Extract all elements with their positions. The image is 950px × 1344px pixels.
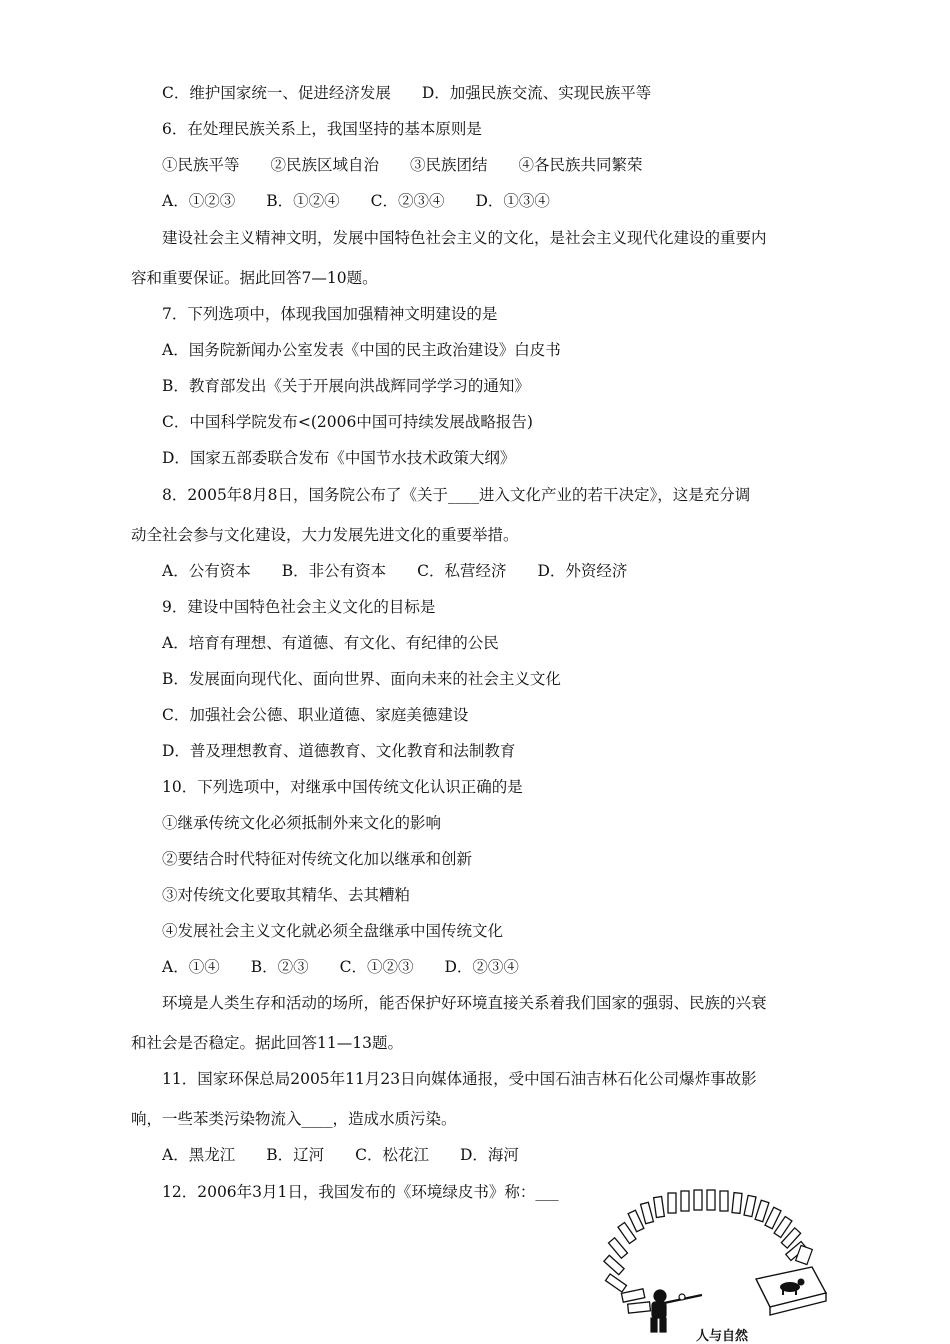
q8-stem-line2: 动全社会参与文化建设，大力发展先进文化的重要举措。 bbox=[131, 526, 519, 544]
intro-7-10-line1: 建设社会主义精神文明，发展中国特色社会主义的文化，是社会主义现代化建设的重要内 bbox=[162, 229, 767, 247]
q11-stem-line1: 11．国家环保总局2005年11月23日向媒体通报，受中国石油吉林石化公司爆炸事故影 bbox=[162, 1070, 757, 1088]
q10-item-4: ④发展社会主义文化就必须全盘继承中国传统文化 bbox=[162, 922, 504, 940]
cartoon-illustration bbox=[598, 1183, 833, 1344]
q8-options: A．公有资本 B．非公有资本 C．私营经济 D．外资经济 bbox=[162, 562, 628, 580]
intro-7-10-line2: 容和重要保证。据此回答7—10题。 bbox=[131, 269, 378, 287]
q6-items: ①民族平等 ②民族区域自治 ③民族团结 ④各民族共同繁荣 bbox=[162, 156, 643, 174]
q6-stem: 6．在处理民族关系上，我国坚持的基本原则是 bbox=[162, 120, 482, 138]
intro-11-13-line2: 和社会是否稳定。据此回答11—13题。 bbox=[131, 1034, 403, 1052]
q10-item-2: ②要结合时代特征对传统文化加以继承和创新 bbox=[162, 850, 473, 868]
q7-option-d: D．国家五部委联合发布《中国节水技术政策大纲》 bbox=[162, 449, 516, 467]
q9-stem: 9．建设中国特色社会主义文化的目标是 bbox=[162, 598, 436, 616]
q11-options: A．黑龙江 B．辽河 C．松花江 D．海河 bbox=[162, 1146, 519, 1164]
q9-option-b: B．发展面向现代化、面向世界、面向未来的社会主义文化 bbox=[162, 670, 561, 688]
domino-ring-drawing bbox=[598, 1183, 833, 1344]
q10-options: A．①④ B．②③ C．①②③ D．②③④ bbox=[162, 958, 519, 976]
q8-stem-line1: 8．2005年8月8日，国务院公布了《关于____进入文化产业的若干决定》，这是充分调 bbox=[162, 486, 751, 504]
q7-stem: 7．下列选项中，体现我国加强精神文明建设的是 bbox=[162, 305, 498, 323]
q10-stem: 10．下列选项中，对继承中国传统文化认识正确的是 bbox=[162, 778, 523, 796]
intro-11-13-line1: 环境是人类生存和活动的场所，能否保护好环境直接关系着我们国家的强弱、民族的兴衰 bbox=[162, 994, 767, 1012]
q5-options: C．维护国家统一、促进经济发展 D．加强民族交流、实现民族平等 bbox=[162, 84, 652, 102]
q10-item-1: ①继承传统文化必须抵制外来文化的影响 bbox=[162, 814, 442, 832]
q9-option-c: C．加强社会公德、职业道德、家庭美德建设 bbox=[162, 706, 469, 724]
q10-item-3: ③对传统文化要取其精华、去其糟粕 bbox=[162, 886, 411, 904]
q7-option-a: A．国务院新闻办公室发表《中国的民主政治建设》白皮书 bbox=[162, 341, 561, 359]
q12-stem: 12．2006年3月1日，我国发布的《环境绿皮书》称：___ bbox=[162, 1183, 559, 1201]
q6-options: A．①②③ B．①②④ C．②③④ D．①③④ bbox=[162, 192, 550, 210]
q7-option-b: B．教育部发出《关于开展向洪战辉同学学习的通知》 bbox=[162, 377, 530, 395]
q7-option-c: C．中国科学院发布<(2006中国可持续发展战略报告) bbox=[162, 413, 533, 431]
q9-option-a: A．培育有理想、有道德、有文化、有纪律的公民 bbox=[162, 634, 499, 652]
q9-option-d: D．普及理想教育、道德教育、文化教育和法制教育 bbox=[162, 742, 516, 760]
q11-stem-line2: 响，一些苯类污染物流入____，造成水质污染。 bbox=[131, 1110, 457, 1128]
cartoon-caption: 人与自然 bbox=[696, 1329, 749, 1344]
